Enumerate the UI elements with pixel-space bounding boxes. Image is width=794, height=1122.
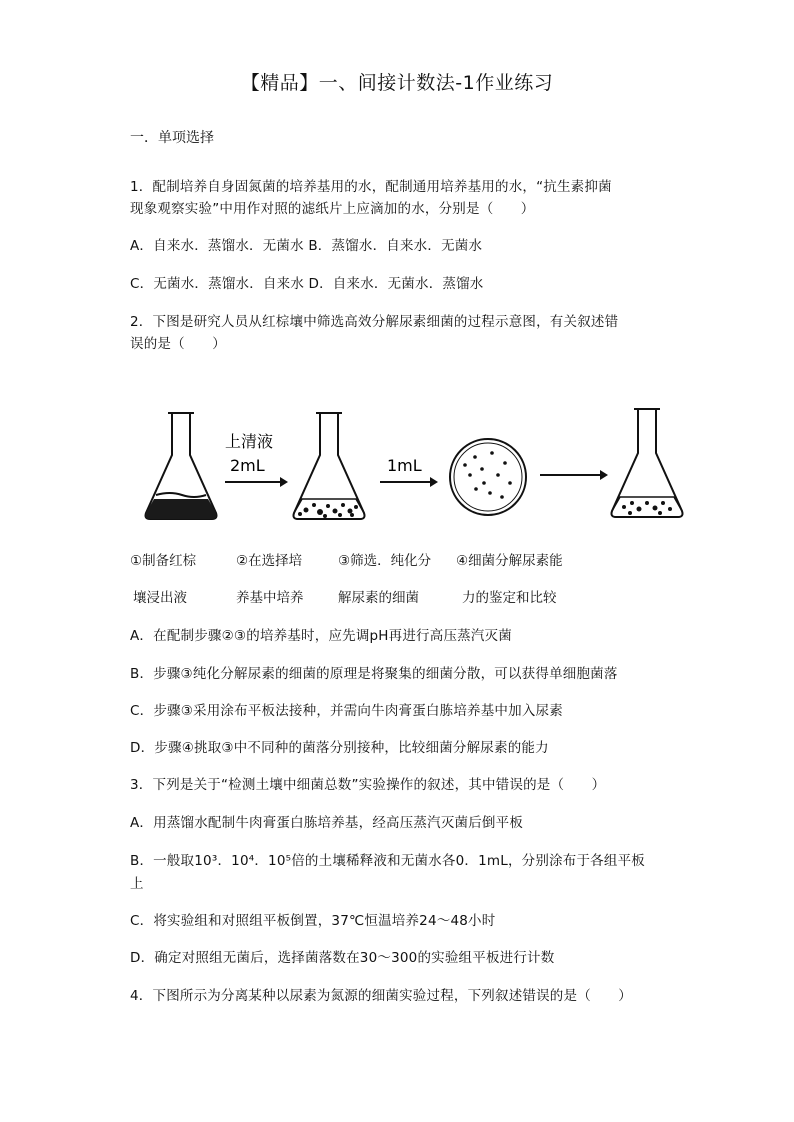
arrow-3-icon: [540, 470, 608, 480]
q3-stem: 3．下列是关于“检测土壤中细菌总数”实验操作的叙述，其中错误的是（ ）: [130, 777, 606, 793]
q1-options-cd: C．无菌水．蒸馏水．自来水 D．自来水．无菌水．蒸馏水: [130, 276, 484, 292]
q3-option-d: D．确定对照组无菌后，选择菌落数在30～300的实验组平板进行计数: [130, 950, 555, 966]
arrow-2-icon: [380, 477, 438, 487]
q2-option-a: A．在配制步骤②③的培养基时，应先调pH再进行高压蒸汽灭菌: [130, 628, 512, 644]
q2-stem-line2: 误的是（ ）: [130, 336, 226, 352]
caption-step2-line2: 养基中培养: [236, 590, 304, 606]
arrow1-label-line1: 上清液: [225, 432, 274, 451]
q4-stem: 4．下图所示为分离某种以尿素为氮源的细菌实验过程，下列叙述错误的是（ ）: [130, 988, 632, 1004]
arrow2-label: 1mL: [387, 456, 422, 475]
q2-option-b: B．步骤③纯化分解尿素的细菌的原理是将聚集的细菌分散，可以获得单细胞菌落: [130, 666, 618, 682]
petri-dish-icon: [450, 439, 526, 515]
caption-step3-line1: ③筛选．纯化分: [338, 553, 432, 569]
q1-options-ab: A．自来水．蒸馏水．无菌水 B．蒸馏水．自来水．无菌水: [130, 238, 483, 254]
section-heading: 一．单项选择: [130, 130, 214, 146]
q3-option-c: C．将实验组和对照组平板倒置，37℃恒温培养24～48小时: [130, 913, 496, 929]
caption-step1-line1: ①制备红棕: [130, 553, 197, 569]
caption-step1-line2: 壤浸出液: [133, 590, 187, 606]
q3-option-b-line1: B．一般取10³．10⁴．10⁵倍的土壤稀释液和无菌水各0．1mL，分别涂布于各组平板: [130, 853, 645, 869]
arrow-1-icon: [225, 477, 288, 487]
q3-option-a: A．用蒸馏水配制牛肉膏蛋白胨培养基，经高压蒸汽灭菌后倒平板: [130, 815, 524, 831]
flask-3-icon: [612, 409, 683, 517]
caption-step3-line2: 解尿素的细菌: [338, 590, 419, 606]
arrow1-label-line2: 2mL: [230, 456, 265, 475]
q2-option-c: C．步骤③采用涂布平板法接种，并需向牛肉膏蛋白胨培养基中加入尿素: [130, 703, 563, 719]
caption-step2-line1: ②在选择培: [236, 553, 303, 569]
caption-step4-line2: 力的鉴定和比较: [462, 590, 557, 606]
q3-option-b-line2: 上: [130, 876, 144, 892]
caption-step4-line1: ④细菌分解尿素能: [456, 553, 563, 569]
q1-stem-line2: 现象观察实验”中用作对照的滤纸片上应滴加的水，分别是（ ）: [130, 201, 535, 217]
page-title: 【精品】一、间接计数法-1作业练习: [240, 72, 554, 94]
q2-stem-line1: 2．下图是研究人员从红棕壤中筛选高效分解尿素细菌的过程示意图，有关叙述错: [130, 314, 619, 330]
q1-stem-line1: 1．配制培养自身固氮菌的培养基用的水，配制通用培养基用的水，“抗生素抑菌: [130, 179, 612, 195]
flask-2-icon: [294, 413, 365, 519]
flask-1-icon: [146, 413, 217, 519]
experiment-diagram: [130, 395, 690, 535]
q2-option-d: D．步骤④挑取③中不同种的菌落分别接种，比较细菌分解尿素的能力: [130, 740, 549, 756]
